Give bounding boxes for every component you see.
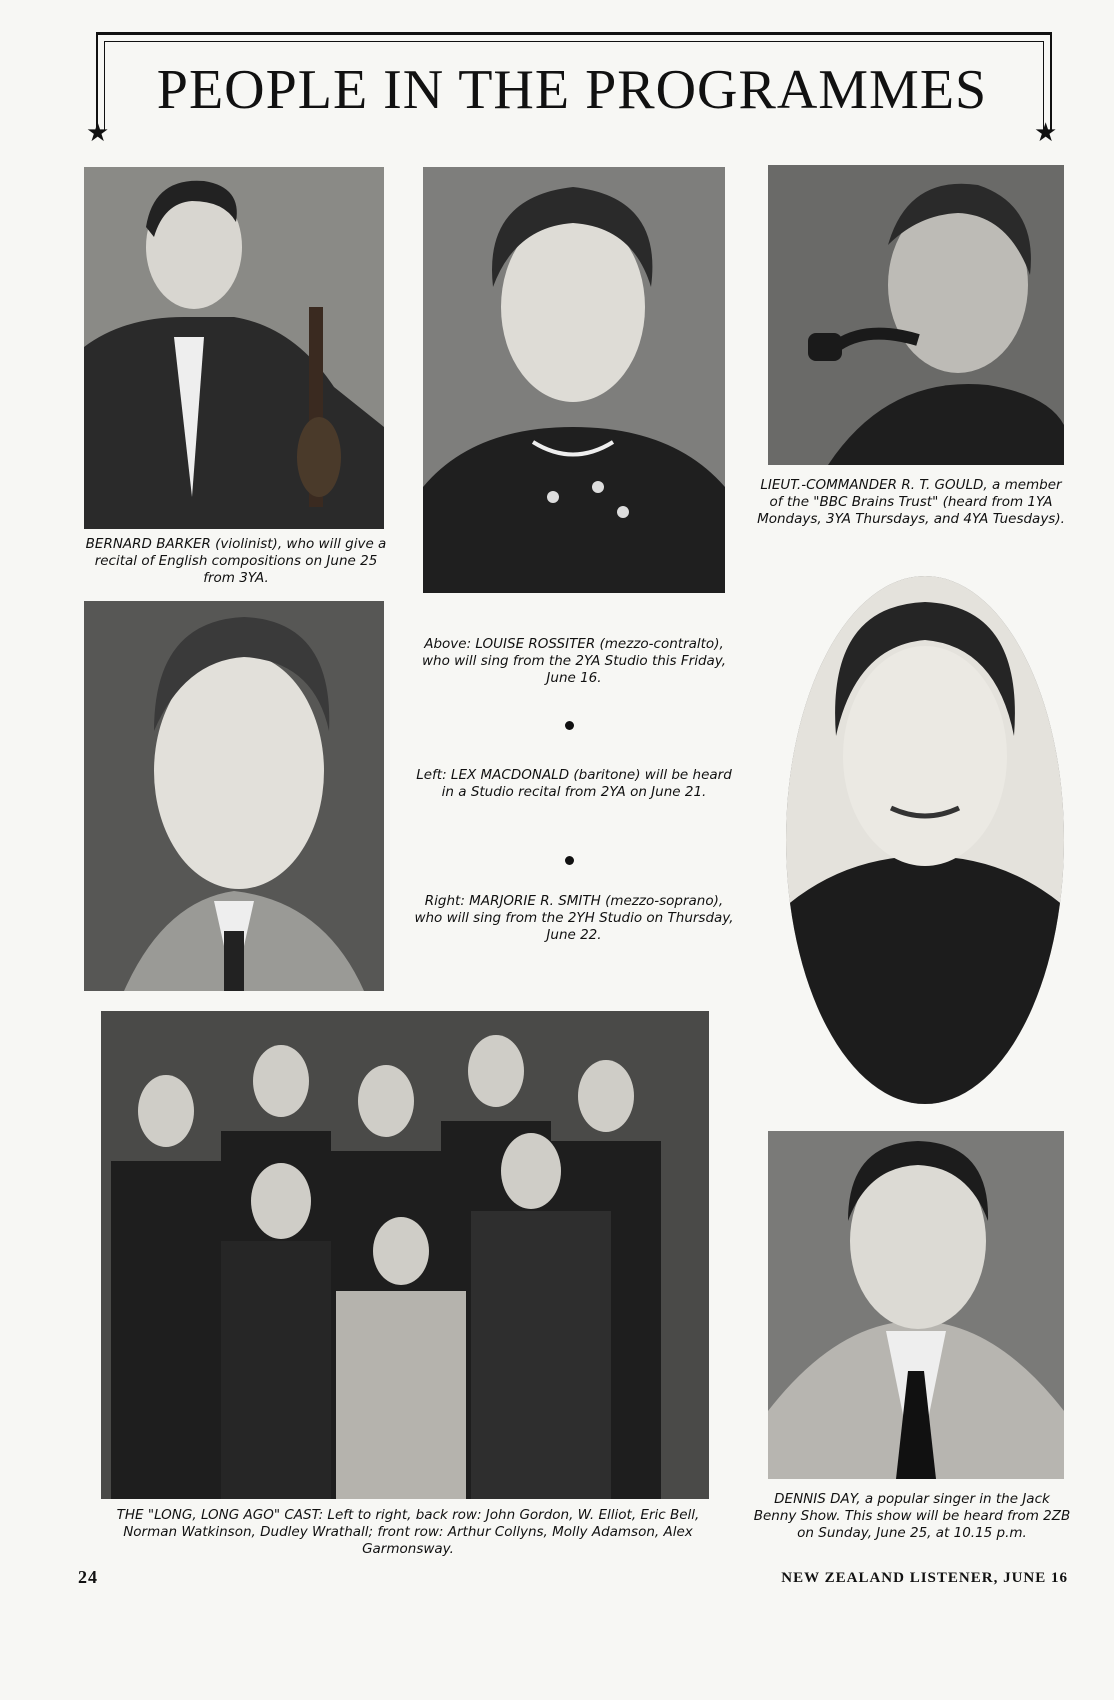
publication-footer: NEW ZEALAND LISTENER, JUNE 16 <box>781 1570 1068 1586</box>
star-icon: ★ <box>1034 118 1058 148</box>
caption-dennis-day: DENNIS DAY, a popular singer in the Jack Benny Show. This show will be heard from 2ZB on Sunday, June 25, at 10.15 p.m. <box>753 1491 1071 1541</box>
page-title: PEOPLE IN THE PROGRAMMES <box>156 59 988 121</box>
photo-long-long-ago-cast <box>101 1011 709 1499</box>
caption-rt-gould: LIEUT.-COMMANDER R. T. GOULD, a member of the "BBC Brains Trust" (heard from 1YA Mondays, 3YA Thursdays, and 4YA Tuesdays). <box>757 477 1065 527</box>
photo-bernard-barker <box>84 167 384 529</box>
photo-dennis-day <box>768 1131 1064 1479</box>
caption-bernard-barker: BERNARD BARKER (violinist), who will give a recital of English compositions on June 25 from 3YA. <box>85 536 387 586</box>
caption-marjorie-smith: Right: MARJORIE R. SMITH (mezzo-soprano), who will sing from the 2YH Studio on Thursday, June 22. <box>414 893 734 943</box>
bullet-icon <box>565 721 574 730</box>
photo-lex-macdonald <box>84 601 384 991</box>
bullet-icon <box>565 856 574 865</box>
caption-louise-rossiter: Above: LOUISE ROSSITER (mezzo-contralto), who will sing from the 2YA Studio this Friday, June 16. <box>421 636 727 686</box>
caption-lex-macdonald: Left: LEX MACDONALD (baritone) will be heard in a Studio recital from 2YA on June 21. <box>416 767 732 800</box>
photo-rt-gould <box>768 165 1064 465</box>
page-number: 24 <box>78 1567 98 1587</box>
star-icon: ★ <box>86 118 110 148</box>
photo-louise-rossiter <box>423 167 725 593</box>
caption-long-long-ago-cast: THE "LONG, LONG AGO" CAST: Left to right, back row: John Gordon, W. Elliot, Eric Bell, Norman Watkinson, Dudley Wrathall; front row: Arthur Collyns, Molly Adamson, Alex Garmonsway. <box>116 1507 700 1557</box>
photo-marjorie-smith <box>786 576 1064 1104</box>
